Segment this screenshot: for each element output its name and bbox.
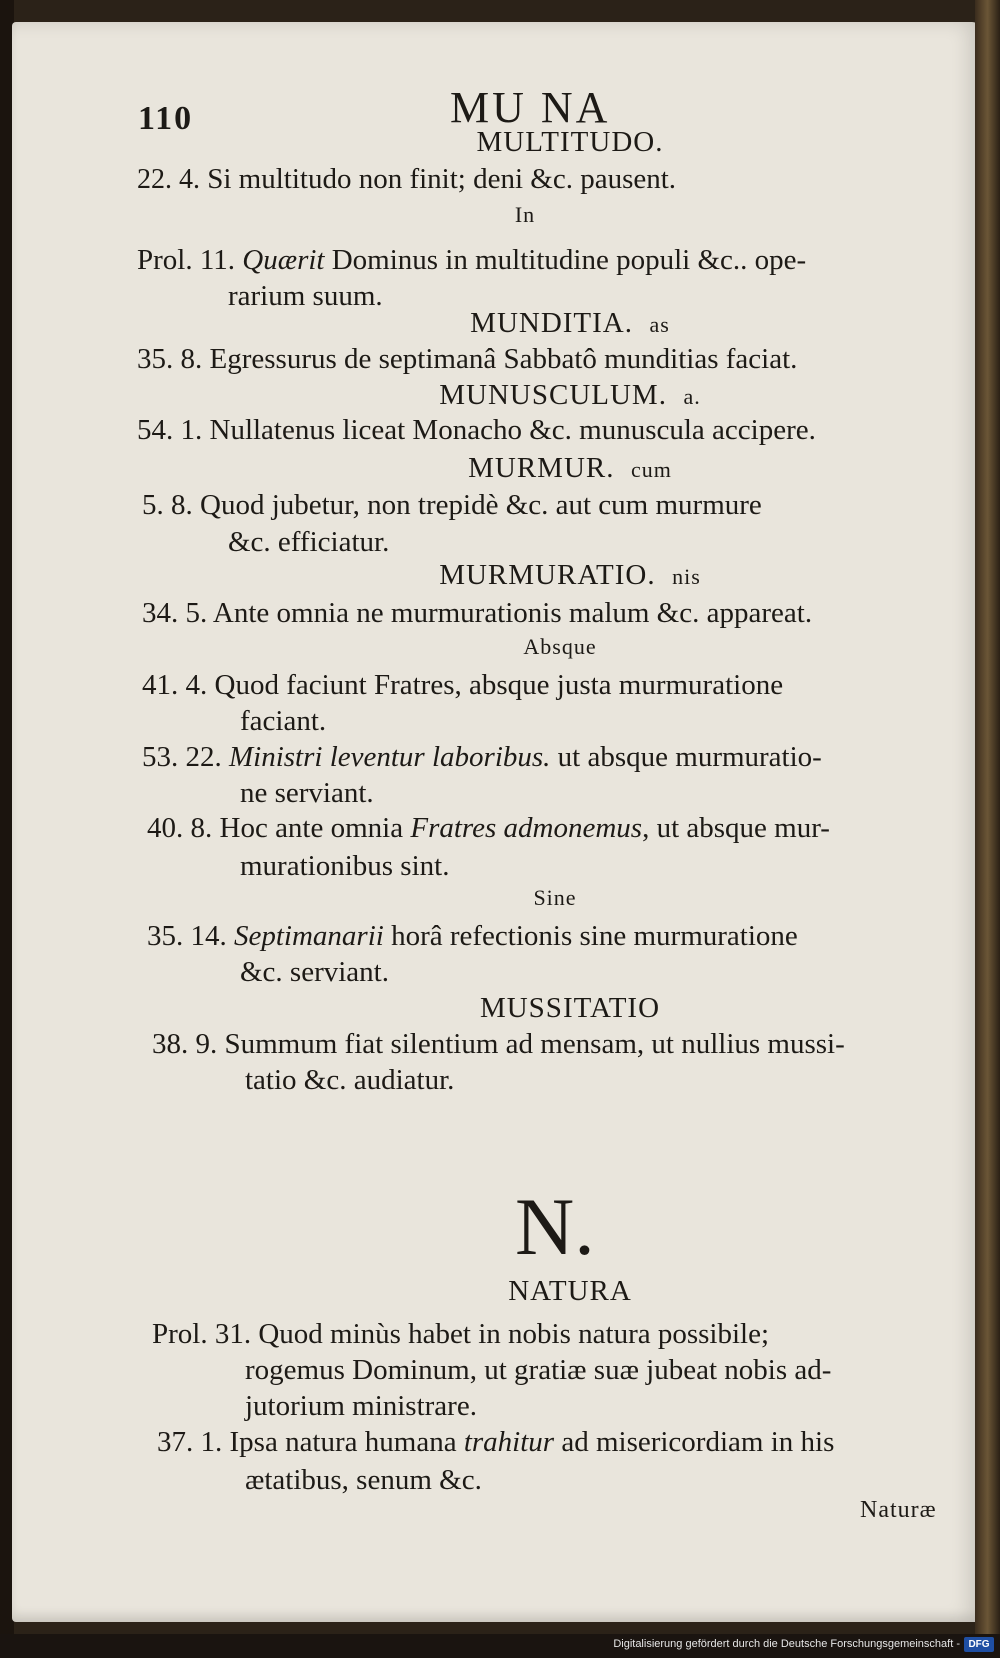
entry-1: 22. 4. Si multitudo non finit; deni &c. pausent.	[137, 163, 677, 195]
heading-multitudo: MULTITUDO.	[476, 126, 664, 158]
entry-2: Prol. 11. Quærit Dominus in multitudine populi &c.. ope-	[137, 244, 807, 276]
heading-murmuratio: MURMURATIO. nis	[439, 559, 701, 591]
heading-murmur: MURMUR. cum	[468, 452, 672, 484]
entry-5: 5. 8. Quod jubetur, non trepidè &c. aut cum murmure	[142, 489, 762, 521]
heading-munusculum: MUNUSCULUM. a.	[439, 379, 701, 411]
entry-11: 38. 9. Summum fiat silentium ad mensam, ut nullius mussi-	[152, 1028, 845, 1060]
page-number: 110	[138, 100, 194, 137]
page-edge	[975, 0, 1000, 1658]
subheading-sine: Sine	[533, 885, 577, 910]
catchword: Naturæ	[860, 1497, 937, 1523]
entry-7: 41. 4. Quod faciunt Fratres, absque justa murmuratione	[142, 669, 784, 701]
entry-4: 54. 1. Nullatenus liceat Monacho &c. munuscula accipere.	[137, 414, 816, 446]
heading-mussitatio: MUSSITATIO	[479, 992, 661, 1024]
entry-13: 37. 1. Ipsa natura humana trahitur ad misericordiam in his	[157, 1426, 835, 1458]
entry-10-cont: &c. serviant.	[240, 956, 389, 988]
entry-12-cont: rogemus Dominum, ut gratiæ suæ jubeat nobis ad-	[245, 1354, 832, 1386]
entry-8-cont: ne serviant.	[240, 777, 374, 809]
entry-5-cont: &c. efficiatur.	[228, 526, 390, 558]
entry-7-cont: faciant.	[240, 705, 327, 737]
footer-credit: Digitalisierung gefördert durch die Deutsche Forschungsgemeinschaft -	[613, 1638, 960, 1650]
section-letter: N.	[515, 1181, 595, 1272]
entry-9-cont: murationibus sint.	[240, 850, 450, 882]
subheading-in: In	[514, 202, 536, 227]
entry-8: 53. 22. Ministri leventur laboribus. ut absque murmuratio-	[142, 741, 822, 773]
entry-2-cont: rarium suum.	[228, 280, 383, 312]
running-head: MU NA	[450, 83, 611, 132]
entry-9: 40. 8. Hoc ante omnia Fratres admonemus, ut absque mur-	[147, 812, 830, 844]
entry-11-cont: tatio &c. audiatur.	[245, 1064, 455, 1096]
heading-natura: NATURA	[508, 1275, 632, 1307]
subheading-absque: Absque	[523, 634, 597, 659]
dfg-logo: DFG	[964, 1637, 994, 1652]
entry-12-cont-2: jutorium ministrare.	[245, 1390, 477, 1422]
entry-12: Prol. 31. Quod minùs habet in nobis natura possibile;	[152, 1318, 770, 1350]
entry-13-cont: ætatibus, senum &c.	[245, 1464, 482, 1496]
entry-6: 34. 5. Ante omnia ne murmurationis malum &c. appareat.	[142, 597, 813, 629]
heading-munditia: MUNDITIA. as	[470, 307, 670, 339]
entry-3: 35. 8. Egressurus de septimanâ Sabbatô munditias faciat.	[137, 343, 798, 375]
entry-10: 35. 14. Septimanarii horâ refectionis sine murmuratione	[147, 920, 798, 952]
